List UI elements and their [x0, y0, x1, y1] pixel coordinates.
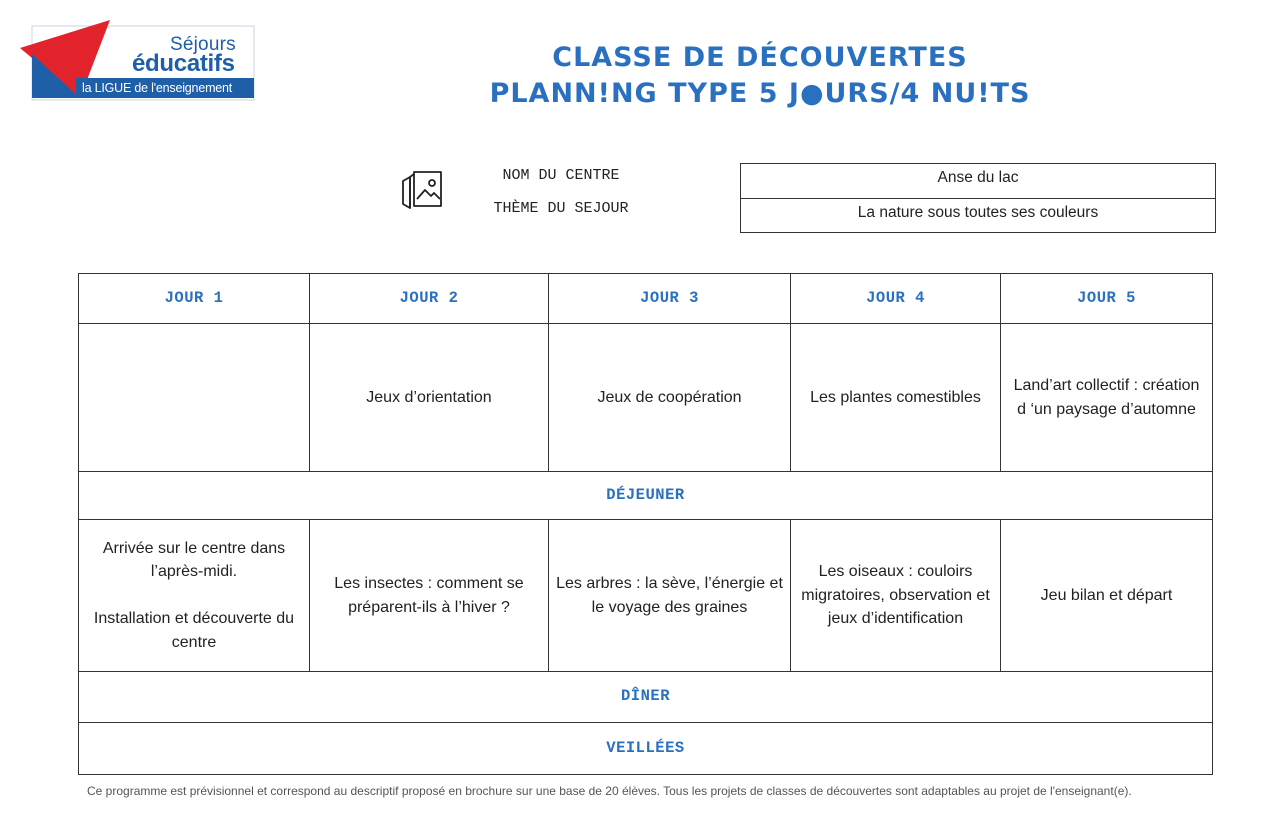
evening-row [79, 723, 1213, 775]
morning-activity [79, 324, 310, 472]
theme-label: THÈME DU SEJOUR [493, 200, 629, 217]
afternoon-activity: Les oiseaux : couloirs migratoires, observation et jeux d’identification [791, 520, 1001, 672]
day-header: JOUR 5 [1001, 274, 1213, 324]
afternoon-row [79, 520, 1213, 672]
morning-activity: Jeux d’orientation [310, 324, 549, 472]
afternoon-activity: Arrivée sur le centre dans l’après-midi. Installation et découverte du centre [79, 520, 310, 672]
afternoon-activity: Les arbres : la sève, l’énergie et le voyage des graines [549, 520, 791, 672]
day-header: JOUR 4 [791, 274, 1001, 324]
afternoon-activity: Les insectes : comment se préparent-ils à l’hiver ? [310, 520, 549, 672]
morning-row [79, 324, 1213, 472]
theme-value: La nature sous toutes ses couleurs [741, 198, 1215, 232]
title-line-1: CLASSE DE DÉCOUVERTES [552, 42, 968, 73]
lunch-row [79, 472, 1213, 520]
day-header: JOUR 3 [549, 274, 791, 324]
logo-word-educatifs: éducatifs [132, 50, 235, 77]
morning-activity: Les plantes comestibles [791, 324, 1001, 472]
morning-activity: Land’art collectif : création d ‘un paysage d’automne [1001, 324, 1213, 472]
lunch-label: DÉJEUNER [79, 472, 1213, 520]
page-title [470, 40, 1050, 112]
sejours-educatifs-logo [18, 18, 260, 104]
day-header: JOUR 2 [310, 274, 549, 324]
morning-activity: Jeux de coopération [549, 324, 791, 472]
logo-word-sejours: Séjours [170, 34, 236, 55]
planning-table [78, 273, 1213, 775]
evening-label: VEILLÉES [79, 723, 1213, 775]
centre-name-label: NOM DU CENTRE [502, 167, 620, 184]
days-header-row [79, 274, 1213, 324]
centre-name-value: Anse du lac [937, 169, 1019, 186]
afternoon-activity: Jeu bilan et départ [1001, 520, 1213, 672]
footnote: Ce programme est prévisionnel et correspond au descriptif proposé en brochure sur une base de 20 élèves. Tous les projets de classes de découvertes sont adaptables au projet de l'enseignant(e). [87, 784, 1132, 798]
centre-info-box [740, 163, 1216, 233]
day-header: JOUR 1 [79, 274, 310, 324]
dinner-row [79, 672, 1213, 723]
document-image-icon [401, 168, 445, 212]
title-line-2: PLANN!NG TYPE 5 J●URS/4 NU!TS [489, 78, 1031, 109]
logo-ligue-bar: la LIGUE de l'enseignement [76, 78, 254, 98]
dinner-label: DÎNER [79, 672, 1213, 723]
